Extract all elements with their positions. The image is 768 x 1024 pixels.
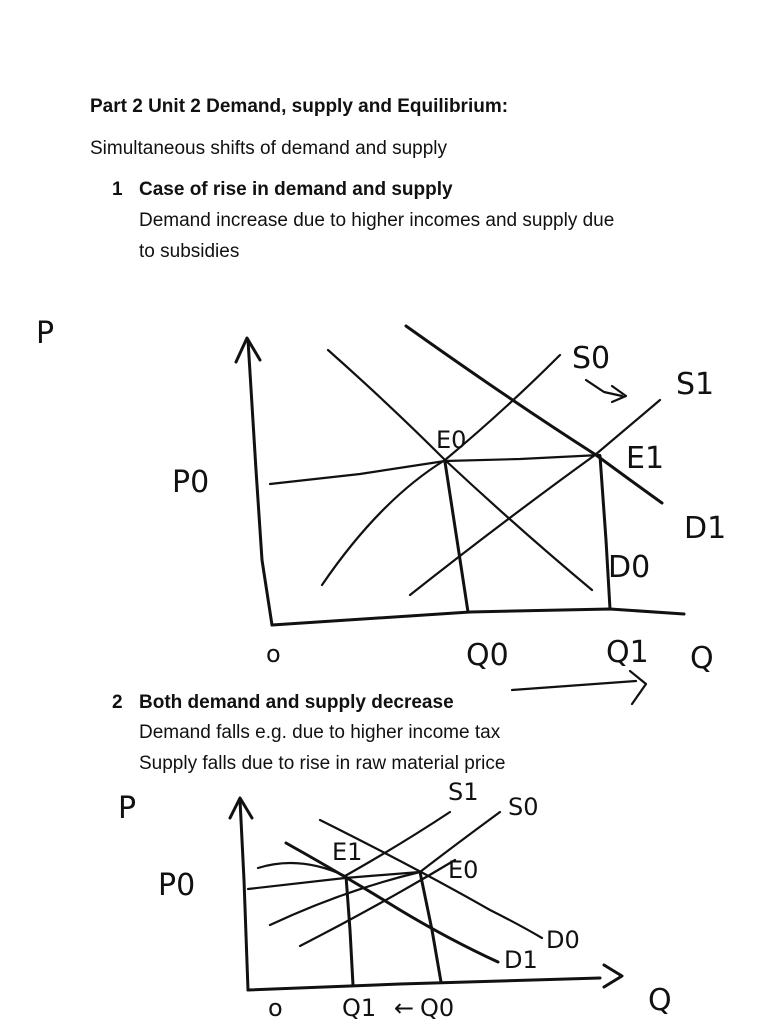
fig2-x-axis (248, 978, 600, 990)
fig2-e1-label: E1 (332, 838, 363, 866)
case-2-number: 2 (112, 692, 123, 713)
fig1-y-axis-label: P (36, 316, 55, 351)
fig2-q-arrow: ← (394, 994, 415, 1022)
case-2-line-1: Demand falls e.g. due to higher income tax (139, 722, 501, 743)
fig2-d1-label: D1 (504, 946, 538, 974)
case-1-line-1: Demand increase due to higher incomes and supply due (139, 210, 615, 231)
fig1-origin-label: o (266, 640, 281, 668)
fig2-y-axis-label: P (118, 791, 137, 826)
page-heading: Part 2 Unit 2 Demand, supply and Equilibrium: (90, 96, 509, 117)
fig2-d0-label: D0 (546, 926, 580, 954)
case-1-line-2: to subsidies (139, 241, 240, 262)
fig1-d1-label: D1 (684, 511, 727, 546)
case-2-line-2: Supply falls due to rise in raw material price (139, 753, 506, 774)
fig2-x-axis-label: Q (648, 983, 672, 1018)
fig1-x-axis-label: Q (690, 641, 714, 676)
fig2-price-label: P0 (158, 868, 196, 903)
fig2-x-arrowhead (604, 965, 622, 987)
fig2-q1-label: Q1 (342, 994, 377, 1022)
fig2-s1-label: S1 (448, 778, 479, 806)
fig1-q1-label: Q1 (606, 635, 649, 670)
fig2-y-axis (240, 800, 248, 990)
fig1-s1-label: S1 (676, 367, 715, 402)
fig2-origin-label: o (268, 994, 283, 1022)
fig2-s0-label: S0 (508, 793, 539, 821)
case-1-number: 1 (112, 179, 123, 200)
fig1-d0-label: D0 (608, 550, 651, 585)
page-subtitle: Simultaneous shifts of demand and supply (90, 138, 447, 159)
fig1-e1-label: E1 (626, 441, 665, 476)
fig2-price-line (248, 872, 420, 889)
fig1-q0-label: Q0 (466, 638, 509, 673)
fig1-price-label: P0 (172, 465, 210, 500)
fig2-q0-label: Q0 (420, 994, 455, 1022)
fig2-e0-label: E0 (448, 856, 479, 884)
case-1-title: Case of rise in demand and supply (139, 179, 453, 200)
case-2-title: Both demand and supply decrease (139, 692, 454, 713)
fig1-s0-label: S0 (572, 341, 611, 376)
fig1-e0-label: E0 (436, 426, 467, 454)
